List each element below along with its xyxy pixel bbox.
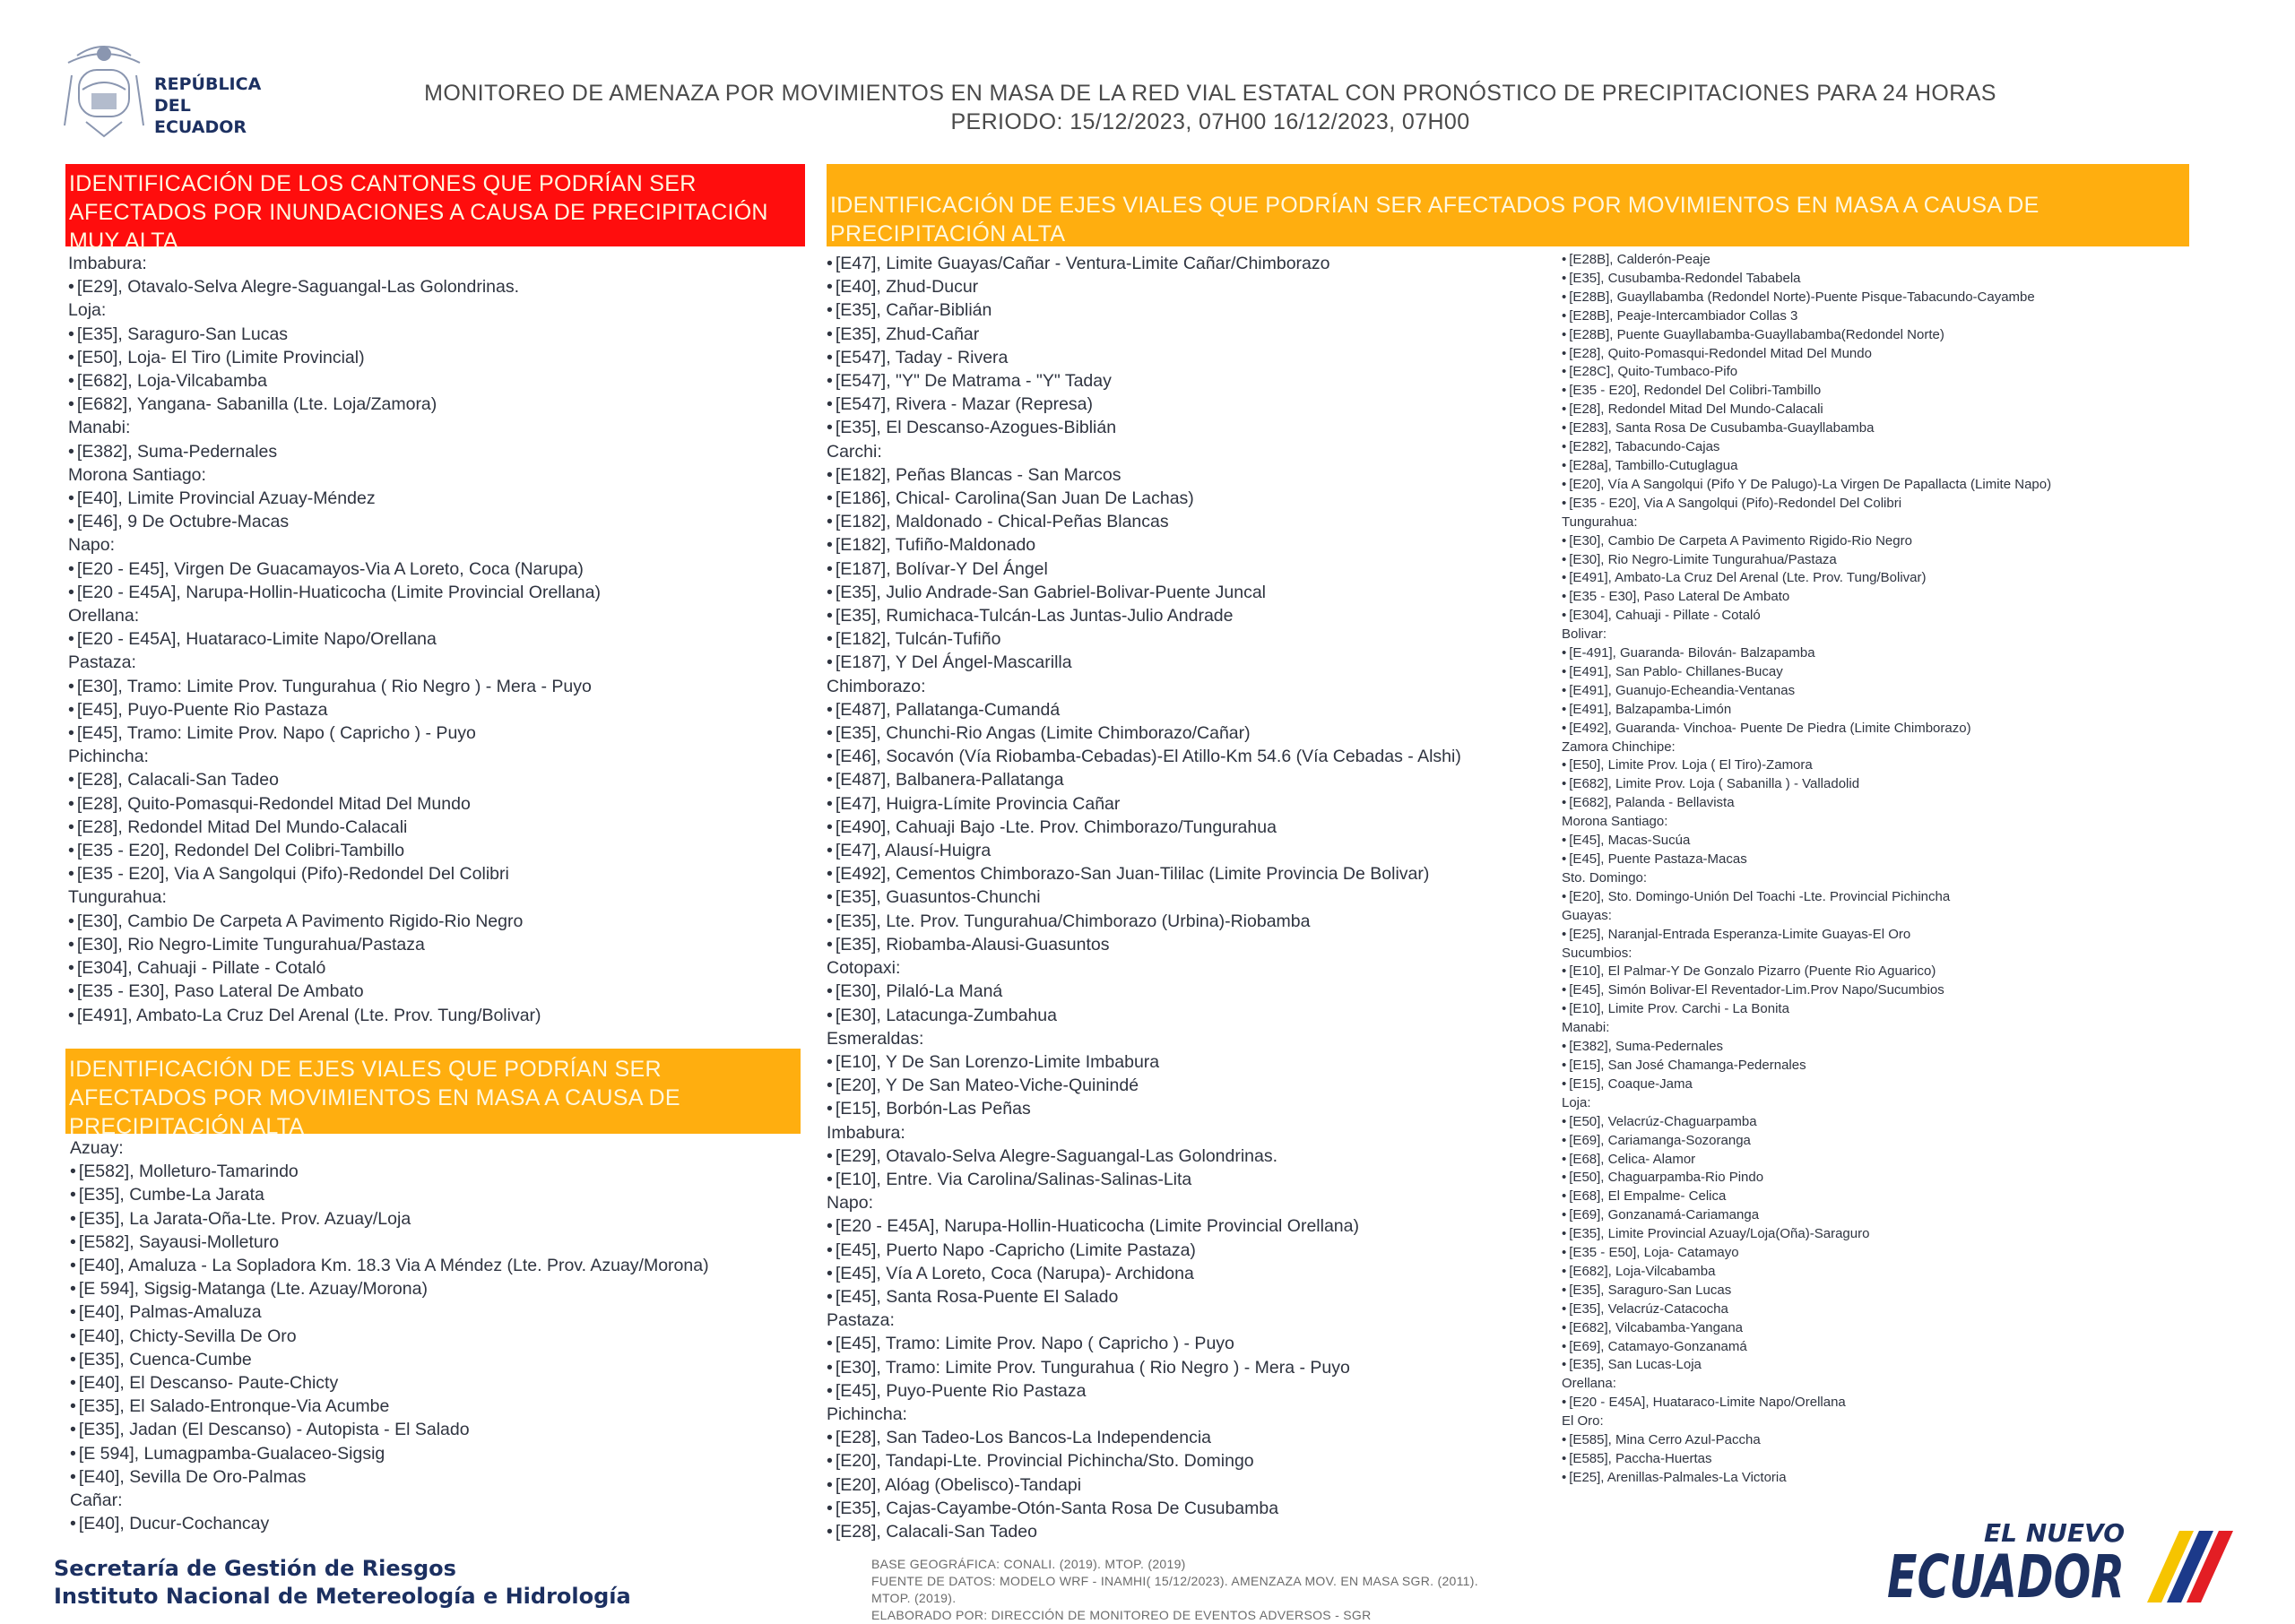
- road-segment-item: • [E30], Rio Negro-Limite Tungurahua/Pastaza: [68, 933, 601, 956]
- road-segment-item: • [E29], Otavalo-Selva Alegre-Saguangal-Las Golondrinas.: [68, 275, 601, 298]
- road-segment-item: • [E582], Sayausi-Molleturo: [70, 1231, 709, 1254]
- province-heading: Tungurahua:: [1562, 514, 1638, 530]
- province-heading: Azuay:: [70, 1138, 124, 1158]
- road-segment-item: • [E187], Bolívar-Y Del Ángel: [827, 557, 1461, 581]
- road-segment-item: • [E30], Pilaló-La Maná: [827, 980, 1461, 1003]
- road-segment-item: • [E40], El Descanso- Paute-Chicty: [70, 1371, 709, 1395]
- province-heading: Orellana:: [68, 606, 140, 626]
- road-segment-item: • [E20 - E45A], Narupa-Hollin-Huaticocha (Limite Provincial Orellana): [68, 581, 601, 604]
- province-heading: Bolivar:: [1562, 626, 1607, 643]
- logo-text: [154, 73, 283, 138]
- road-segment-item: • [E45], Puyo-Puente Rio Pastaza: [827, 1379, 1461, 1403]
- province-heading: Chimborazo:: [827, 676, 926, 696]
- republica-logo: [59, 36, 283, 143]
- org-line-2: Instituto Nacional de Metereología e Hidrología: [54, 1584, 631, 1609]
- road-segment-item: • [E29], Otavalo-Selva Alegre-Saguangal-Las Golondrinas.: [827, 1145, 1461, 1168]
- road-segment-item: • [E28], Redondel Mitad Del Mundo-Calacali: [68, 816, 601, 839]
- province-heading: Manabi:: [1562, 1020, 1610, 1036]
- road-segment-item: • [E382], Suma-Pedernales: [68, 440, 601, 463]
- province-heading: Pastaza:: [827, 1310, 895, 1331]
- road-segment-item: • [E35], San Lucas-Loja: [1562, 1356, 2051, 1375]
- road-segment-item: • [E585], Mina Cerro Azul-Paccha: [1562, 1431, 2051, 1450]
- brand-top-text: EL NUEVO: [1984, 1518, 2125, 1548]
- road-segment-item: • [E47], Alausí-Huigra: [827, 839, 1461, 862]
- road-segment-item: • [E50], Limite Prov. Loja ( El Tiro)-Zamora: [1562, 756, 2051, 775]
- landslide-roads-list-center: [827, 252, 1461, 1543]
- landslide-roads-banner-left: IDENTIFICACIÓN DE EJES VIALES QUE PODRÍAN SER AFECTADOS POR MOVIMIENTOS EN MASA A CAUSA DE PRECIPITACIÓN ALTA: [65, 1049, 801, 1134]
- road-segment-item: • [E492], Guaranda- Vinchoa- Puente De Piedra (Limite Chimborazo): [1562, 720, 2051, 739]
- road-segment-item: • [E582], Molleturo-Tamarindo: [70, 1160, 709, 1183]
- road-segment-item: • [E35], La Jarata-Oña-Lte. Prov. Azuay/Loja: [70, 1207, 709, 1231]
- road-segment-item: • [E46], Socavón (Vía Riobamba-Cebadas)-El Atillo-Km 54.6 (Vía Cebadas - Alshi): [827, 745, 1461, 768]
- road-segment-item: • [E35], Chunchi-Rio Angas (Limite Chimborazo/Cañar): [827, 721, 1461, 745]
- landslide-roads-list-left: [70, 1136, 709, 1535]
- road-segment-item: • [E682], Loja-Vilcabamba: [68, 369, 601, 393]
- road-segment-item: • [E35], Cumbe-La Jarata: [70, 1183, 709, 1206]
- province-heading: Morona Santiago:: [68, 464, 206, 485]
- province-heading: Guayas:: [1562, 907, 1612, 923]
- road-segment-item: • [E45], Simón Bolivar-El Reventador-Lim.Prov Napo/Sucumbios: [1562, 981, 2051, 1000]
- road-segment-item: • [E15], San José Chamanga-Pedernales: [1562, 1057, 2051, 1075]
- province-heading: Manabi:: [68, 418, 131, 438]
- road-segment-item: • [E40], Chicty-Sevilla De Oro: [70, 1325, 709, 1348]
- road-segment-item: • [E15], Borbón-Las Peñas: [827, 1097, 1461, 1120]
- road-segment-item: • [E40], Ducur-Cochancay: [70, 1512, 709, 1535]
- road-segment-item: • [E40], Amaluza - La Sopladora Km. 18.3 Via A Méndez (Lte. Prov. Azuay/Morona): [70, 1254, 709, 1277]
- road-segment-item: • [E187], Y Del Ángel-Mascarilla: [827, 651, 1461, 674]
- road-segment-item: • [E282], Tabacundo-Cajas: [1562, 438, 2051, 457]
- road-segment-item: • [E68], Celica- Alamor: [1562, 1151, 2051, 1170]
- road-segment-item: • [E45], Macas-Sucúa: [1562, 832, 2051, 851]
- title-line-1: MONITOREO DE AMENAZA POR MOVIMIENTOS EN MASA DE LA RED VIAL ESTATAL CON PRONÓSTICO DE PRECIPITACIONES PARA 24 HORAS: [424, 81, 1996, 106]
- road-segment-item: • [E68], El Empalme- Celica: [1562, 1188, 2051, 1206]
- road-segment-item: • [E35 - E30], Paso Lateral De Ambato: [1562, 588, 2051, 607]
- road-segment-item: • [E682], Limite Prov. Loja ( Sabanilla ) - Valladolid: [1562, 775, 2051, 794]
- road-segment-item: • [E20 - E45A], Huataraco-Limite Napo/Orellana: [1562, 1394, 2051, 1412]
- province-heading: Loja:: [1562, 1094, 1591, 1110]
- road-segment-item: • [E20 - E45], Virgen De Guacamayos-Via A Loreto, Coca (Narupa): [68, 557, 601, 581]
- road-segment-item: • [E547], "Y" De Matrama - "Y" Taday: [827, 369, 1461, 393]
- province-heading: El Oro:: [1562, 1413, 1604, 1430]
- province-heading: Loja:: [68, 300, 107, 321]
- road-segment-item: • [E30], Latacunga-Zumbahua: [827, 1004, 1461, 1027]
- road-segment-item: • [E10], Y De San Lorenzo-Limite Imbabura: [827, 1050, 1461, 1074]
- road-segment-item: • [E47], Limite Guayas/Cañar - Ventura-Limite Cañar/Chimborazo: [827, 252, 1461, 275]
- road-segment-item: • [E10], Limite Prov. Carchi - La Bonita: [1562, 1000, 2051, 1019]
- road-segment-item: • [E304], Cahuaji - Pillate - Cotaló: [1562, 607, 2051, 626]
- source-note: FUENTE DE DATOS: MODELO WRF - INAMHI( 15/12/2023). AMENZAZA MOV. EN MASA SGR. (2011). MTOP. (2019).: [871, 1574, 1478, 1605]
- road-segment-item: • [E35], Velacrúz-Catacocha: [1562, 1300, 2051, 1319]
- road-segment-item: • [E35], Cusubamba-Redondel Tababela: [1562, 270, 2051, 289]
- road-segment-item: • [E35], Limite Provincial Azuay/Loja(Oña)-Saraguro: [1562, 1225, 2051, 1244]
- road-segment-item: • [E35], Jadan (El Descanso) - Autopista - El Salado: [70, 1418, 709, 1441]
- landslide-roads-list-right: [1562, 251, 2051, 1488]
- province-heading: Pichincha:: [827, 1404, 907, 1424]
- road-segment-item: • [E182], Tufiño-Maldonado: [827, 533, 1461, 557]
- province-heading: Esmeraldas:: [827, 1028, 924, 1049]
- road-segment-item: • [E20 - E45A], Huataraco-Limite Napo/Orellana: [68, 627, 601, 651]
- province-heading: Pastaza:: [68, 652, 136, 673]
- road-segment-item: • [E35], Cuenca-Cumbe: [70, 1348, 709, 1371]
- road-segment-item: • [E547], Rivera - Mazar (Represa): [827, 393, 1461, 416]
- road-segment-item: • [E182], Tulcán-Tufiño: [827, 627, 1461, 651]
- road-segment-item: • [E10], El Palmar-Y De Gonzalo Pizarro (Puente Rio Aguarico): [1562, 963, 2051, 981]
- road-segment-item: • [E283], Santa Rosa De Cusubamba-Guayllabamba: [1562, 419, 2051, 438]
- road-segment-item: • [E186], Chical- Carolina(San Juan De Lachas): [827, 487, 1461, 510]
- road-segment-item: • [E491], San Pablo- Chillanes-Bucay: [1562, 663, 2051, 682]
- flood-cantons-banner: IDENTIFICACIÓN DE LOS CANTONES QUE PODRÍAN SER AFECTADOS POR INUNDACIONES A CAUSA DE PRECIPITACIÓN MUY ALTA: [65, 164, 805, 246]
- province-heading: Pichincha:: [68, 747, 149, 767]
- road-segment-item: • [E35], Riobamba-Alausi-Guasuntos: [827, 933, 1461, 956]
- road-segment-item: • [E30], Rio Negro-Limite Tungurahua/Pastaza: [1562, 551, 2051, 570]
- road-segment-item: • [E20], Y De San Mateo-Viche-Quinindé: [827, 1074, 1461, 1097]
- flood-cantons-list: [68, 252, 601, 1027]
- road-segment-item: • [E28C], Quito-Tumbaco-Pifo: [1562, 363, 2051, 382]
- road-segment-item: • [E585], Paccha-Huertas: [1562, 1450, 2051, 1469]
- road-segment-item: • [E35], Julio Andrade-San Gabriel-Bolivar-Puente Juncal: [827, 581, 1461, 604]
- province-heading: Morona Santiago:: [1562, 814, 1668, 830]
- road-segment-item: • [E30], Tramo: Limite Prov. Tungurahua ( Rio Negro ) - Mera - Puyo: [827, 1356, 1461, 1379]
- road-segment-item: • [E30], Cambio De Carpeta A Pavimento Rigido-Rio Negro: [1562, 532, 2051, 551]
- road-segment-item: • [E69], Catamayo-Gonzanamá: [1562, 1338, 2051, 1357]
- road-segment-item: • [E28], Calacali-San Tadeo: [68, 768, 601, 791]
- title-line-2: PERIODO: 15/12/2023, 07H00 16/12/2023, 07H00: [950, 109, 1470, 134]
- road-segment-item: • [E35 - E50], Loja- Catamayo: [1562, 1244, 2051, 1263]
- base-note: BASE GEOGRÁFICA: CONALI. (2019). MTOP. (2019): [871, 1557, 1186, 1571]
- road-segment-item: • [E492], Cementos Chimborazo-San Juan-Tililac (Limite Provincia De Bolivar): [827, 862, 1461, 885]
- road-segment-item: • [E35], Zhud-Cañar: [827, 323, 1461, 346]
- road-segment-item: • [E28], Redondel Mitad Del Mundo-Calacali: [1562, 401, 2051, 419]
- road-segment-item: • [E40], Palmas-Amaluza: [70, 1300, 709, 1324]
- road-segment-item: • [E25], Naranjal-Entrada Esperanza-Limite Guayas-El Oro: [1562, 926, 2051, 945]
- province-heading: Napo:: [827, 1193, 874, 1214]
- landslide-roads-banner-right: IDENTIFICACIÓN DE EJES VIALES QUE PODRÍAN SER AFECTADOS POR MOVIMIENTOS EN MASA A CAUSA DE PRECIPITACIÓN ALTA: [827, 164, 2189, 246]
- road-segment-item: • [E682], Loja-Vilcabamba: [1562, 1263, 2051, 1282]
- road-segment-item: • [E45], Puerto Napo -Capricho (Limite Pastaza): [827, 1239, 1461, 1262]
- road-segment-item: • [E45], Puyo-Puente Rio Pastaza: [68, 698, 601, 721]
- source-notes: [871, 1556, 1517, 1624]
- page-title: [377, 79, 2044, 136]
- road-segment-item: • [E682], Vilcabamba-Yangana: [1562, 1319, 2051, 1338]
- brand-main-text: ECUADOR: [1887, 1542, 2125, 1611]
- road-segment-item: • [E491], Ambato-La Cruz Del Arenal (Lte. Prov. Tung/Bolivar): [68, 1004, 601, 1027]
- road-segment-item: • [E28B], Puente Guayllabamba-Guayllabamba(Redondel Norte): [1562, 326, 2051, 345]
- road-segment-item: • [E15], Coaque-Jama: [1562, 1075, 2051, 1094]
- org-line-1: Secretaría de Gestión de Riesgos: [54, 1556, 456, 1581]
- road-segment-item: • [E45], Tramo: Limite Prov. Napo ( Capricho ) - Puyo: [827, 1332, 1461, 1355]
- road-segment-item: • [E25], Arenillas-Palmales-La Victoria: [1562, 1469, 2051, 1488]
- province-heading: Napo:: [68, 535, 116, 556]
- province-heading: Imbabura:: [827, 1122, 905, 1143]
- road-segment-item: • [E 594], Sigsig-Matanga (Lte. Azuay/Morona): [70, 1277, 709, 1300]
- province-heading: Carchi:: [827, 441, 882, 462]
- road-segment-item: • [E547], Taday - Rivera: [827, 346, 1461, 369]
- flag-stripes-icon: [2147, 1531, 2233, 1602]
- road-segment-item: • [E 594], Lumagpamba-Gualaceo-Sigsig: [70, 1442, 709, 1465]
- road-segment-item: • [E20], Alóag (Obelisco)-Tandapi: [827, 1473, 1461, 1497]
- road-segment-item: • [E28], Quito-Pomasqui-Redondel Mitad Del Mundo: [1562, 345, 2051, 364]
- road-segment-item: • [E45], Tramo: Limite Prov. Napo ( Capricho ) - Puyo: [68, 721, 601, 745]
- road-segment-item: • [E69], Gonzanamá-Cariamanga: [1562, 1206, 2051, 1225]
- road-segment-item: • [E20], Vía A Sangolqui (Pifo Y De Palugo)-La Virgen De Papallacta (Limite Napo): [1562, 476, 2051, 495]
- road-segment-item: • [E47], Huigra-Límite Provincia Cañar: [827, 792, 1461, 816]
- coat-of-arms-icon: [59, 36, 149, 142]
- road-segment-item: • [E50], Velacrúz-Chaguarpamba: [1562, 1113, 2051, 1132]
- road-segment-item: • [E35], Saraguro-San Lucas: [1562, 1282, 2051, 1300]
- province-heading: Tungurahua:: [68, 887, 167, 908]
- road-segment-item: • [E35], Rumichaca-Tulcán-Las Juntas-Julio Andrade: [827, 604, 1461, 627]
- road-segment-item: • [E304], Cahuaji - Pillate - Cotaló: [68, 956, 601, 980]
- road-segment-item: • [E50], Loja- El Tiro (Limite Provincial): [68, 346, 601, 369]
- road-segment-item: • [E28B], Guayllabamba (Redondel Norte)-Puente Pisque-Tabacundo-Cayambe: [1562, 289, 2051, 307]
- road-segment-item: • [E35], Lte. Prov. Tungurahua/Chimborazo (Urbina)-Riobamba: [827, 910, 1461, 933]
- road-segment-item: • [E35], El Descanso-Azogues-Biblián: [827, 416, 1461, 439]
- province-heading: Imbabura:: [68, 254, 147, 273]
- road-segment-item: • [E35 - E20], Redondel Del Colibri-Tambillo: [68, 839, 601, 862]
- road-segment-item: • [E20], Tandapi-Lte. Provincial Pichincha/Sto. Domingo: [827, 1449, 1461, 1473]
- road-segment-item: • [E28B], Calderón-Peaje: [1562, 251, 2051, 270]
- road-segment-item: • [E491], Balzapamba-Limón: [1562, 701, 2051, 720]
- road-segment-item: • [E20], Sto. Domingo-Unión Del Toachi -Lte. Provincial Pichincha: [1562, 888, 2051, 907]
- road-segment-item: • [E45], Puente Pastaza-Macas: [1562, 851, 2051, 869]
- road-segment-item: • [E491], Ambato-La Cruz Del Arenal (Lte. Prov. Tung/Bolivar): [1562, 569, 2051, 588]
- province-heading: Cañar:: [70, 1490, 123, 1511]
- road-segment-item: • [E20 - E45A], Narupa-Hollin-Huaticocha (Limite Provincial Orellana): [827, 1214, 1461, 1238]
- institution-names: [54, 1555, 631, 1611]
- province-heading: Orellana:: [1562, 1376, 1616, 1392]
- road-segment-item: • [E487], Balbanera-Pallatanga: [827, 768, 1461, 791]
- road-segment-item: • [E382], Suma-Pedernales: [1562, 1038, 2051, 1057]
- road-segment-item: • [E69], Cariamanga-Sozoranga: [1562, 1132, 2051, 1151]
- road-segment-item: • [E45], Vía A Loreto, Coca (Narupa)- Archidona: [827, 1262, 1461, 1285]
- road-segment-item: • [E35 - E20], Via A Sangolqui (Pifo)-Redondel Del Colibri: [68, 862, 601, 885]
- road-segment-item: • [E28B], Peaje-Intercambiador Collas 3: [1562, 307, 2051, 326]
- road-segment-item: • [E28], Quito-Pomasqui-Redondel Mitad Del Mundo: [68, 792, 601, 816]
- province-heading: Sto. Domingo:: [1562, 869, 1648, 885]
- road-segment-item: • [E50], Chaguarpamba-Rio Pindo: [1562, 1169, 2051, 1188]
- road-segment-item: • [E682], Palanda - Bellavista: [1562, 794, 2051, 813]
- road-segment-item: • [E182], Maldonado - Chical-Peñas Blancas: [827, 510, 1461, 533]
- road-segment-item: • [E40], Sevilla De Oro-Palmas: [70, 1465, 709, 1489]
- road-segment-item: • [E10], Entre. Via Carolina/Salinas-Salinas-Lita: [827, 1168, 1461, 1191]
- road-segment-item: • [E45], Santa Rosa-Puente El Salado: [827, 1285, 1461, 1309]
- logo-line-2: DEL ECUADOR: [154, 96, 247, 137]
- road-segment-item: • [E491], Guanujo-Echeandia-Ventanas: [1562, 682, 2051, 701]
- road-segment-item: • [E35], Cajas-Cayambe-Otón-Santa Rosa De Cusubamba: [827, 1497, 1461, 1520]
- logo-line-1: REPÚBLICA: [154, 74, 262, 94]
- road-segment-item: • [E35 - E20], Redondel Del Colibri-Tambillo: [1562, 382, 2051, 401]
- road-segment-item: • [E35], Guasuntos-Chunchi: [827, 885, 1461, 909]
- el-nuevo-ecuador-logo: [1878, 1513, 2237, 1611]
- road-segment-item: • [E28], San Tadeo-Los Bancos-La Independencia: [827, 1426, 1461, 1449]
- author-note: ELABORADO POR: DIRECCIÓN DE MONITOREO DE EVENTOS ADVERSOS - SGR: [871, 1608, 1372, 1622]
- road-segment-item: • [E40], Zhud-Ducur: [827, 275, 1461, 298]
- province-heading: Sucumbios:: [1562, 945, 1632, 961]
- road-segment-item: • [E30], Cambio De Carpeta A Pavimento Rigido-Rio Negro: [68, 910, 601, 933]
- road-segment-item: • [E28a], Tambillo-Cutuglagua: [1562, 457, 2051, 476]
- road-segment-item: • [E40], Limite Provincial Azuay-Méndez: [68, 487, 601, 510]
- road-segment-item: • [E28], Calacali-San Tadeo: [827, 1520, 1461, 1543]
- province-heading: Cotopaxi:: [827, 958, 901, 979]
- road-segment-item: • [E46], 9 De Octubre-Macas: [68, 510, 601, 533]
- road-segment-item: • [E182], Peñas Blancas - San Marcos: [827, 463, 1461, 487]
- road-segment-item: • [E35], El Salado-Entronque-Via Acumbe: [70, 1395, 709, 1418]
- road-segment-item: • [E35], Cañar-Biblián: [827, 298, 1461, 322]
- road-segment-item: • [E30], Tramo: Limite Prov. Tungurahua ( Rio Negro ) - Mera - Puyo: [68, 675, 601, 698]
- road-segment-item: • [E35], Saraguro-San Lucas: [68, 323, 601, 346]
- road-segment-item: • [E35 - E20], Via A Sangolqui (Pifo)-Redondel Del Colibri: [1562, 495, 2051, 514]
- road-segment-item: • [E490], Cahuaji Bajo -Lte. Prov. Chimborazo/Tungurahua: [827, 816, 1461, 839]
- province-heading: Zamora Chinchipe:: [1562, 739, 1676, 755]
- road-segment-item: • [E682], Yangana- Sabanilla (Lte. Loja/Zamora): [68, 393, 601, 416]
- road-segment-item: • [E-491], Guaranda- Bilován- Balzapamba: [1562, 644, 2051, 663]
- road-segment-item: • [E487], Pallatanga-Cumandá: [827, 698, 1461, 721]
- road-segment-item: • [E35 - E30], Paso Lateral De Ambato: [68, 980, 601, 1003]
